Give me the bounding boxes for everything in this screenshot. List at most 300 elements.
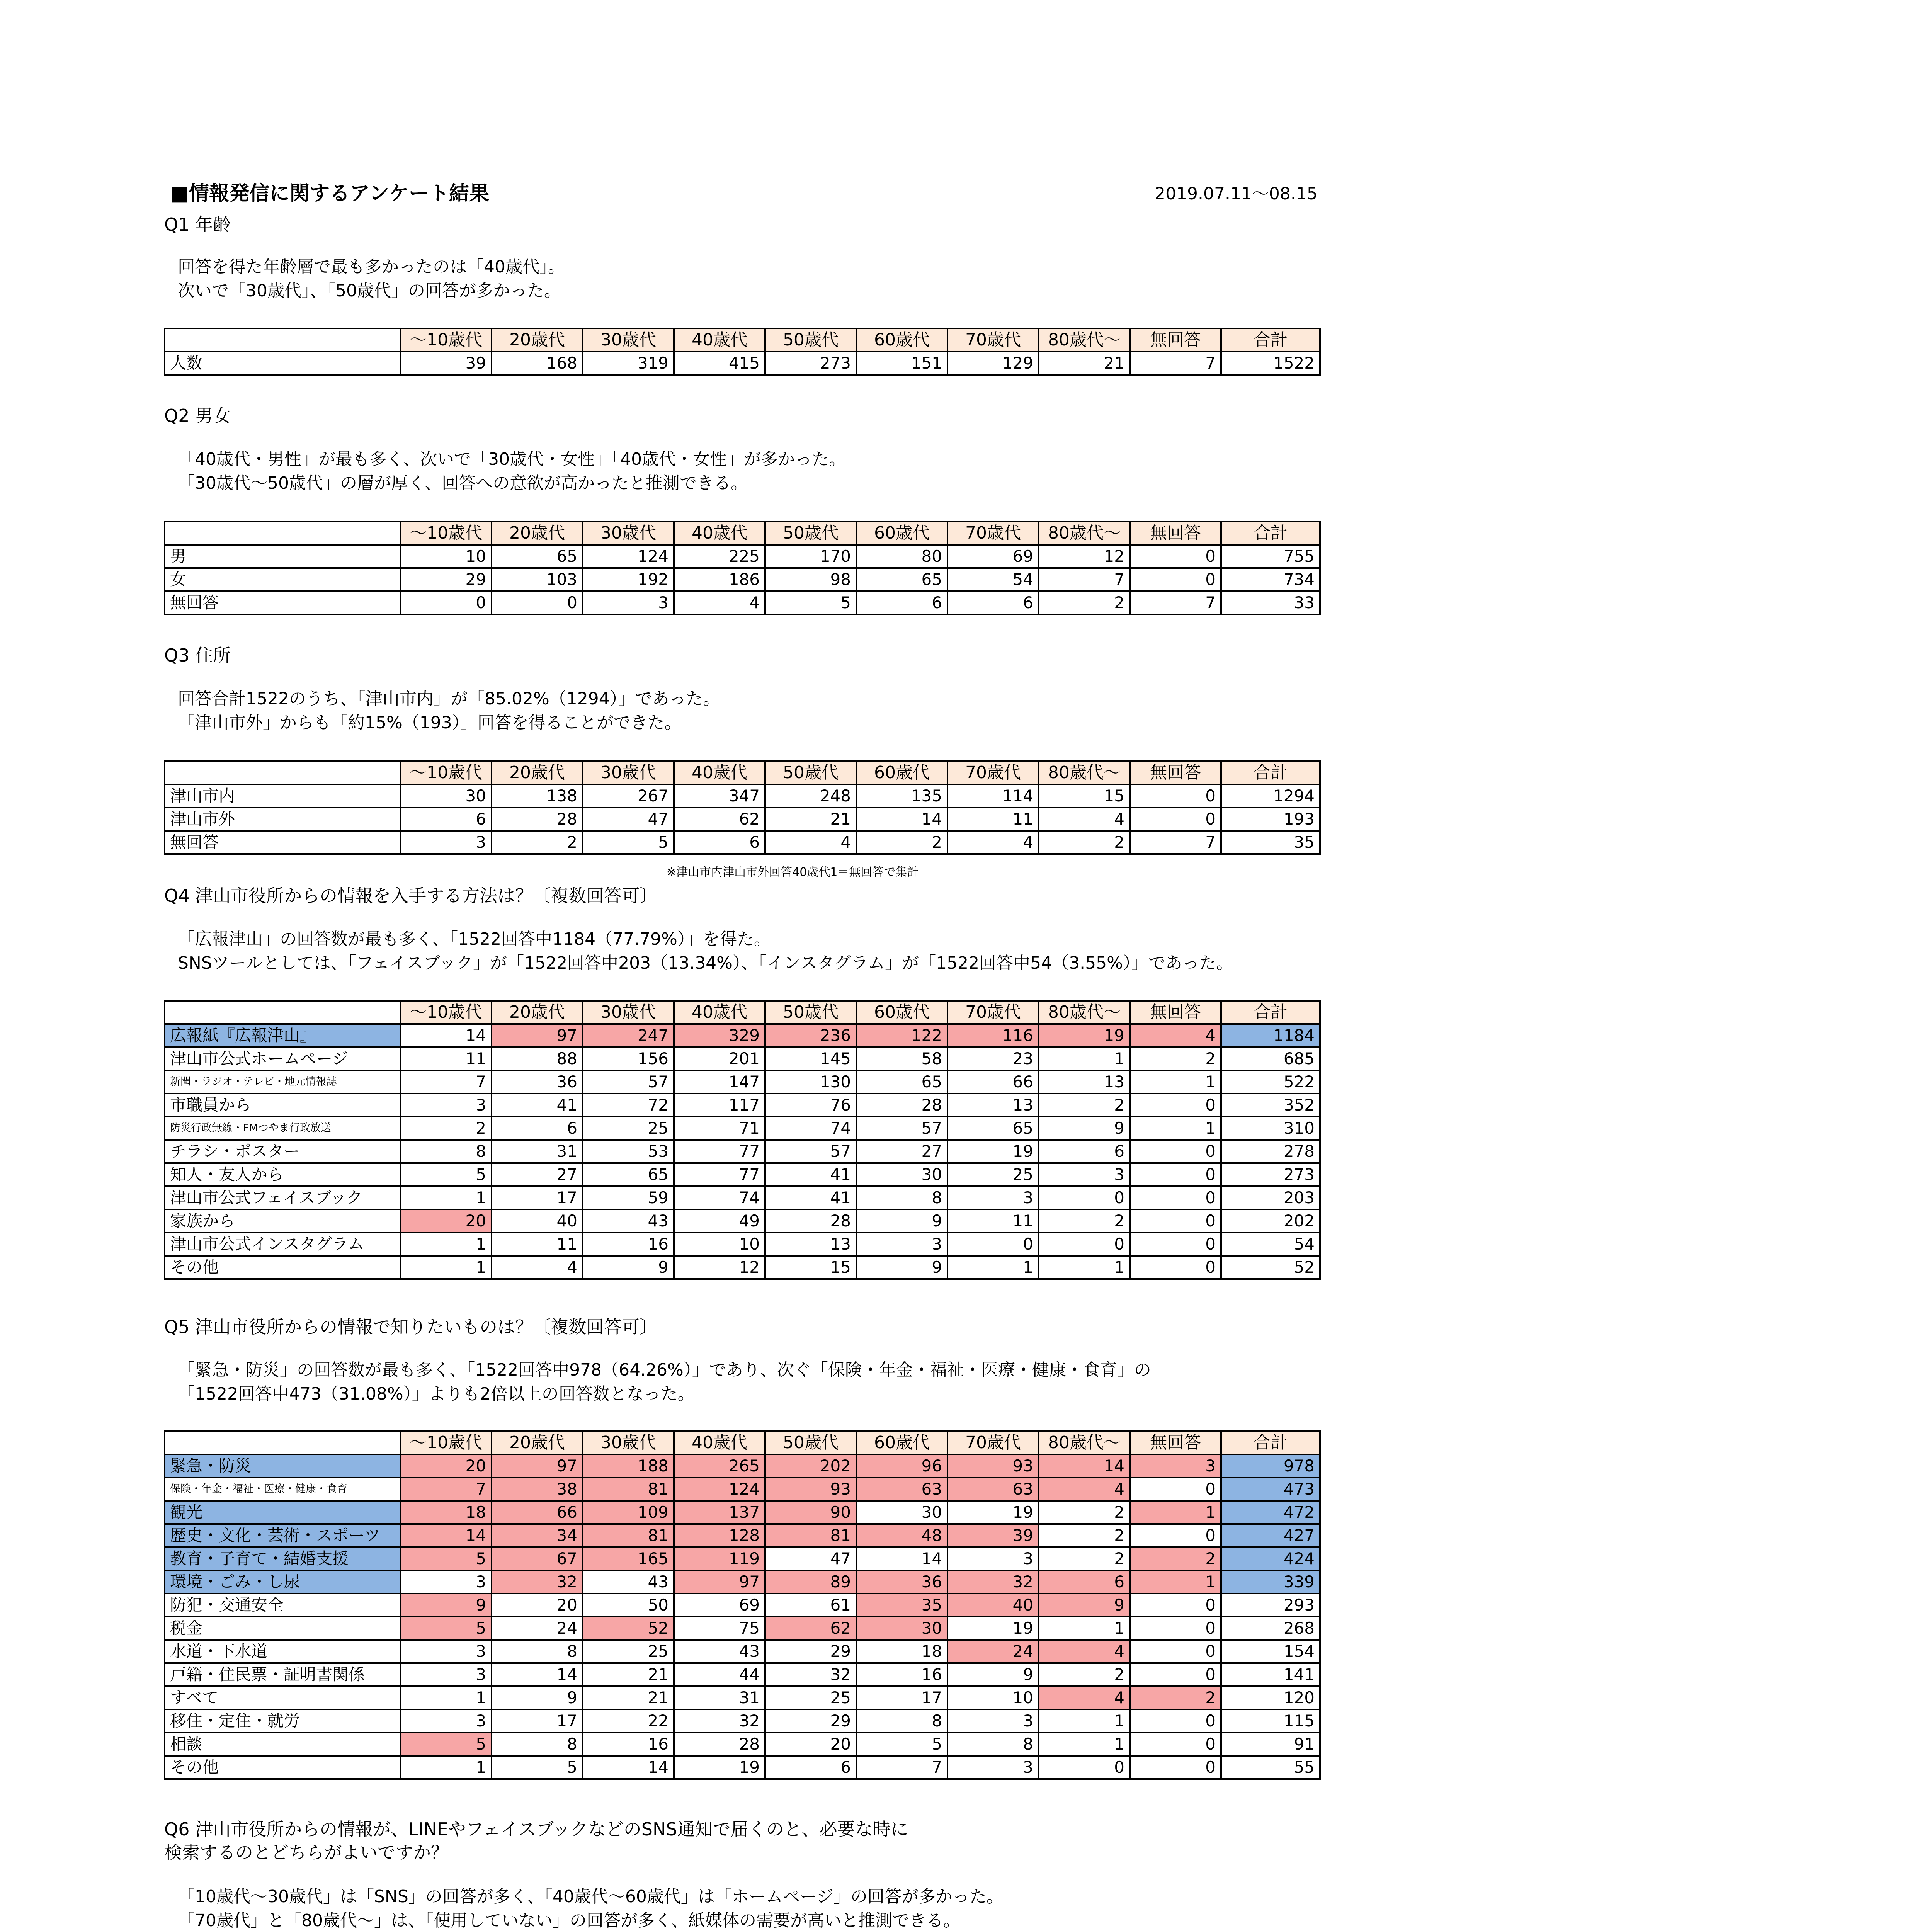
total-cell: 91 — [1221, 1733, 1320, 1756]
total-cell: 978 — [1221, 1454, 1320, 1478]
value-cell: 156 — [583, 1047, 674, 1070]
value-cell: 50 — [583, 1594, 674, 1617]
value-cell: 20 — [400, 1454, 492, 1478]
total-cell: 115 — [1221, 1709, 1320, 1733]
table-row — [165, 352, 1320, 375]
value-cell: 74 — [765, 1117, 856, 1140]
table-row — [165, 1070, 1320, 1094]
value-cell: 147 — [674, 1070, 765, 1094]
table-row — [165, 591, 1320, 614]
value-cell: 7 — [400, 1070, 492, 1094]
value-cell: 41 — [492, 1094, 583, 1117]
value-cell: 30 — [856, 1501, 947, 1524]
column-header: 無回答 — [1130, 328, 1221, 352]
q3-note-2: 「津山市外」からも「約15%（193）」回答を得ることができた。 — [178, 713, 682, 733]
value-cell: 19 — [947, 1140, 1039, 1163]
q2-note-2: 「30歳代～50歳代」の層が厚く、回答への意欲が高かったと推測できる。 — [178, 473, 748, 493]
value-cell: 89 — [765, 1570, 856, 1594]
q6-heading-2: 検索するのとどちらがよいですか？ — [164, 1842, 449, 1863]
q4-table — [164, 1000, 1321, 1280]
row-label: 戸籍・住民票・証明書関係 — [165, 1663, 400, 1686]
total-cell: 273 — [1221, 1163, 1320, 1186]
value-cell: 3 — [856, 1233, 947, 1256]
row-label: 新聞・ラジオ・テレビ・地元情報誌 — [165, 1070, 400, 1094]
q1-table — [164, 328, 1321, 376]
value-cell: 10 — [674, 1233, 765, 1256]
value-cell: 90 — [765, 1501, 856, 1524]
value-cell: 1 — [400, 1186, 492, 1209]
value-cell: 0 — [1039, 1756, 1130, 1779]
value-cell: 128 — [674, 1524, 765, 1547]
value-cell: 13 — [947, 1094, 1039, 1117]
value-cell: 36 — [856, 1570, 947, 1594]
value-cell: 11 — [400, 1047, 492, 1070]
value-cell: 71 — [674, 1117, 765, 1140]
value-cell: 8 — [400, 1140, 492, 1163]
row-label: 保険・年金・福祉・医療・健康・食育 — [165, 1478, 400, 1501]
value-cell: 48 — [856, 1524, 947, 1547]
value-cell: 3 — [400, 1094, 492, 1117]
value-cell: 97 — [674, 1570, 765, 1594]
value-cell: 2 — [856, 831, 947, 854]
value-cell: 0 — [492, 591, 583, 614]
value-cell: 11 — [947, 808, 1039, 831]
value-cell: 43 — [583, 1209, 674, 1233]
value-cell: 0 — [1130, 1163, 1221, 1186]
value-cell: 98 — [765, 568, 856, 591]
value-cell: 1 — [1130, 1070, 1221, 1094]
total-cell: 339 — [1221, 1570, 1320, 1594]
value-cell: 14 — [583, 1756, 674, 1779]
value-cell: 3 — [1039, 1163, 1130, 1186]
value-cell: 0 — [1130, 808, 1221, 831]
value-cell: 65 — [856, 1070, 947, 1094]
value-cell: 0 — [1130, 1594, 1221, 1617]
value-cell: 0 — [947, 1233, 1039, 1256]
row-label: 市職員から — [165, 1094, 400, 1117]
value-cell: 138 — [492, 784, 583, 808]
value-cell: 74 — [674, 1186, 765, 1209]
column-header: 40歳代 — [674, 522, 765, 545]
value-cell: 0 — [1130, 1256, 1221, 1279]
value-cell: 267 — [583, 784, 674, 808]
value-cell: 17 — [492, 1709, 583, 1733]
value-cell: 97 — [492, 1454, 583, 1478]
value-cell: 3 — [583, 591, 674, 614]
value-cell: 0 — [1130, 1709, 1221, 1733]
value-cell: 0 — [1039, 1186, 1130, 1209]
row-label: 女 — [165, 568, 400, 591]
value-cell: 43 — [674, 1640, 765, 1663]
value-cell: 32 — [492, 1570, 583, 1594]
value-cell: 201 — [674, 1047, 765, 1070]
column-header: 80歳代～ — [1039, 1431, 1130, 1454]
value-cell: 31 — [492, 1140, 583, 1163]
value-cell: 14 — [856, 808, 947, 831]
column-header: 30歳代 — [583, 522, 674, 545]
table-row — [165, 568, 1320, 591]
table-row — [165, 784, 1320, 808]
row-label: 観光 — [165, 1501, 400, 1524]
value-cell: 151 — [856, 352, 947, 375]
value-cell: 25 — [765, 1686, 856, 1709]
value-cell: 72 — [583, 1094, 674, 1117]
column-header: 30歳代 — [583, 761, 674, 784]
q1-heading: Q1 年齢 — [164, 214, 231, 235]
value-cell: 165 — [583, 1547, 674, 1570]
value-cell: 0 — [1130, 1209, 1221, 1233]
value-cell: 21 — [583, 1686, 674, 1709]
q3-table — [164, 760, 1321, 855]
value-cell: 9 — [856, 1256, 947, 1279]
value-cell: 65 — [856, 568, 947, 591]
q3-heading: Q3 住所 — [164, 645, 231, 666]
total-cell: 685 — [1221, 1047, 1320, 1070]
value-cell: 7 — [1039, 568, 1130, 591]
value-cell: 1 — [400, 1756, 492, 1779]
value-cell: 35 — [856, 1594, 947, 1617]
value-cell: 22 — [583, 1709, 674, 1733]
value-cell: 47 — [765, 1547, 856, 1570]
q5-note-1: 「緊急・防災」の回答数が最も多く、「1522回答中978（64.26%）」であり、次ぐ「保険・年金・福祉・医療・健康・食育」の — [178, 1360, 1151, 1380]
q6-note-1: 「10歳代～30歳代」は「SNS」の回答が多く、「40歳代～60歳代」は「ホームページ」の回答が多かった。 — [178, 1887, 1004, 1906]
value-cell: 5 — [492, 1756, 583, 1779]
value-cell: 20 — [492, 1594, 583, 1617]
table-row — [165, 545, 1320, 568]
total-cell: 141 — [1221, 1663, 1320, 1686]
column-header: 60歳代 — [856, 1431, 947, 1454]
value-cell: 24 — [947, 1640, 1039, 1663]
value-cell: 0 — [1130, 1640, 1221, 1663]
value-cell: 188 — [583, 1454, 674, 1478]
value-cell: 7 — [400, 1478, 492, 1501]
value-cell: 2 — [400, 1117, 492, 1140]
value-cell: 103 — [492, 568, 583, 591]
q5-note-2: 「1522回答中473（31.08%）」よりも2倍以上の回答数となった。 — [178, 1384, 695, 1404]
value-cell: 16 — [856, 1663, 947, 1686]
row-label: 男 — [165, 545, 400, 568]
value-cell: 10 — [400, 545, 492, 568]
value-cell: 5 — [583, 831, 674, 854]
q5-heading: Q5 津山市役所からの情報で知りたいものは？〔複数回答可〕 — [164, 1316, 658, 1337]
value-cell: 192 — [583, 568, 674, 591]
value-cell: 20 — [400, 1209, 492, 1233]
row-label: 津山市公式ホームページ — [165, 1047, 400, 1070]
column-header: 50歳代 — [765, 1431, 856, 1454]
value-cell: 273 — [765, 352, 856, 375]
value-cell: 7 — [1130, 831, 1221, 854]
column-header: ～10歳代 — [400, 1001, 492, 1024]
value-cell: 69 — [674, 1594, 765, 1617]
value-cell: 93 — [947, 1454, 1039, 1478]
row-label: 歴史・文化・芸術・スポーツ — [165, 1524, 400, 1547]
value-cell: 17 — [856, 1686, 947, 1709]
table-header-row — [165, 1431, 1320, 1454]
column-header: 20歳代 — [492, 761, 583, 784]
value-cell: 9 — [492, 1686, 583, 1709]
value-cell: 66 — [947, 1070, 1039, 1094]
table-header-row — [165, 761, 1320, 784]
total-cell: 193 — [1221, 808, 1320, 831]
value-cell: 2 — [1039, 1501, 1130, 1524]
value-cell: 3 — [400, 1570, 492, 1594]
column-header: 20歳代 — [492, 522, 583, 545]
value-cell: 124 — [583, 545, 674, 568]
value-cell: 14 — [400, 1524, 492, 1547]
value-cell: 0 — [1130, 1094, 1221, 1117]
value-cell: 4 — [1039, 808, 1130, 831]
table-row — [165, 1256, 1320, 1279]
value-cell: 21 — [1039, 352, 1130, 375]
value-cell: 34 — [492, 1524, 583, 1547]
column-header: ～10歳代 — [400, 522, 492, 545]
value-cell: 12 — [1039, 545, 1130, 568]
column-header: ～10歳代 — [400, 1431, 492, 1454]
value-cell: 1 — [1130, 1501, 1221, 1524]
total-cell: 310 — [1221, 1117, 1320, 1140]
column-header: 40歳代 — [674, 1001, 765, 1024]
column-header: 30歳代 — [583, 328, 674, 352]
value-cell: 47 — [583, 808, 674, 831]
q6-note-2: 「70歳代」と「80歳代～」は、「使用していない」の回答が多く、紙媒体の需要が高いと推測できる。 — [178, 1911, 961, 1930]
value-cell: 4 — [1130, 1024, 1221, 1047]
total-cell: 52 — [1221, 1256, 1320, 1279]
value-cell: 347 — [674, 784, 765, 808]
value-cell: 119 — [674, 1547, 765, 1570]
value-cell: 65 — [583, 1163, 674, 1186]
value-cell: 2 — [1039, 831, 1130, 854]
value-cell: 19 — [947, 1501, 1039, 1524]
value-cell: 8 — [856, 1709, 947, 1733]
value-cell: 4 — [947, 831, 1039, 854]
q1-note-1: 回答を得た年齢層で最も多かったのは「40歳代」。 — [178, 257, 565, 277]
value-cell: 10 — [947, 1686, 1039, 1709]
column-header: 80歳代～ — [1039, 328, 1130, 352]
column-header: 合計 — [1221, 1001, 1320, 1024]
value-cell: 3 — [947, 1186, 1039, 1209]
table-row — [165, 1617, 1320, 1640]
value-cell: 2 — [1039, 591, 1130, 614]
header-blank-cell — [165, 328, 400, 352]
value-cell: 4 — [1039, 1478, 1130, 1501]
value-cell: 30 — [856, 1617, 947, 1640]
value-cell: 32 — [947, 1570, 1039, 1594]
value-cell: 28 — [674, 1733, 765, 1756]
value-cell: 53 — [583, 1140, 674, 1163]
value-cell: 5 — [856, 1733, 947, 1756]
value-cell: 8 — [856, 1186, 947, 1209]
column-header: 40歳代 — [674, 328, 765, 352]
value-cell: 2 — [1039, 1524, 1130, 1547]
column-header: 30歳代 — [583, 1001, 674, 1024]
row-label: 移住・定住・就労 — [165, 1709, 400, 1733]
value-cell: 16 — [583, 1733, 674, 1756]
column-header: 50歳代 — [765, 522, 856, 545]
row-label: 防犯・交通安全 — [165, 1594, 400, 1617]
value-cell: 41 — [765, 1163, 856, 1186]
row-label: 環境・ごみ・し尿 — [165, 1570, 400, 1594]
total-cell: 1294 — [1221, 784, 1320, 808]
value-cell: 54 — [947, 568, 1039, 591]
row-label: その他 — [165, 1756, 400, 1779]
column-header: 70歳代 — [947, 328, 1039, 352]
value-cell: 0 — [1130, 1233, 1221, 1256]
q2-table — [164, 521, 1321, 615]
value-cell: 7 — [1130, 352, 1221, 375]
value-cell: 59 — [583, 1186, 674, 1209]
value-cell: 2 — [1039, 1209, 1130, 1233]
value-cell: 14 — [492, 1663, 583, 1686]
value-cell: 32 — [674, 1709, 765, 1733]
value-cell: 23 — [947, 1047, 1039, 1070]
table-row — [165, 1047, 1320, 1070]
row-label: 広報紙『広報津山』 — [165, 1024, 400, 1047]
value-cell: 75 — [674, 1617, 765, 1640]
value-cell: 28 — [856, 1094, 947, 1117]
value-cell: 81 — [583, 1478, 674, 1501]
value-cell: 2 — [1039, 1094, 1130, 1117]
total-cell: 202 — [1221, 1209, 1320, 1233]
value-cell: 3 — [400, 1640, 492, 1663]
value-cell: 1 — [1039, 1047, 1130, 1070]
value-cell: 1 — [947, 1256, 1039, 1279]
value-cell: 9 — [1039, 1594, 1130, 1617]
value-cell: 225 — [674, 545, 765, 568]
total-cell: 35 — [1221, 831, 1320, 854]
column-header: 無回答 — [1130, 1001, 1221, 1024]
value-cell: 2 — [1130, 1686, 1221, 1709]
value-cell: 97 — [492, 1024, 583, 1047]
row-label: 津山市公式フェイスブック — [165, 1186, 400, 1209]
total-cell: 33 — [1221, 591, 1320, 614]
value-cell: 1 — [400, 1256, 492, 1279]
value-cell: 130 — [765, 1070, 856, 1094]
table-row — [165, 1140, 1320, 1163]
value-cell: 36 — [492, 1070, 583, 1094]
column-header: 無回答 — [1130, 761, 1221, 784]
column-header: ～10歳代 — [400, 761, 492, 784]
value-cell: 0 — [1130, 1524, 1221, 1547]
value-cell: 265 — [674, 1454, 765, 1478]
value-cell: 0 — [1130, 1478, 1221, 1501]
value-cell: 44 — [674, 1663, 765, 1686]
row-label: 税金 — [165, 1617, 400, 1640]
total-cell: 55 — [1221, 1756, 1320, 1779]
value-cell: 13 — [1039, 1070, 1130, 1094]
value-cell: 16 — [583, 1233, 674, 1256]
value-cell: 14 — [856, 1547, 947, 1570]
value-cell: 62 — [674, 808, 765, 831]
value-cell: 319 — [583, 352, 674, 375]
value-cell: 9 — [856, 1209, 947, 1233]
table-header-row — [165, 522, 1320, 545]
value-cell: 1 — [1130, 1570, 1221, 1594]
table-row — [165, 1524, 1320, 1547]
total-cell: 472 — [1221, 1501, 1320, 1524]
value-cell: 1 — [400, 1686, 492, 1709]
total-cell: 424 — [1221, 1547, 1320, 1570]
value-cell: 67 — [492, 1547, 583, 1570]
value-cell: 81 — [765, 1524, 856, 1547]
column-header: 60歳代 — [856, 328, 947, 352]
value-cell: 7 — [856, 1756, 947, 1779]
total-cell: 268 — [1221, 1617, 1320, 1640]
value-cell: 145 — [765, 1047, 856, 1070]
value-cell: 65 — [492, 545, 583, 568]
table-row — [165, 1024, 1320, 1047]
total-cell: 522 — [1221, 1070, 1320, 1094]
value-cell: 11 — [492, 1233, 583, 1256]
value-cell: 6 — [674, 831, 765, 854]
value-cell: 20 — [765, 1733, 856, 1756]
q3-note-1: 回答合計1522のうち、「津山市内」が「85.02%（1294）」であった。 — [178, 689, 720, 709]
value-cell: 114 — [947, 784, 1039, 808]
table-row — [165, 1686, 1320, 1709]
value-cell: 3 — [947, 1709, 1039, 1733]
column-header: 20歳代 — [492, 1431, 583, 1454]
q4-note-2: SNSツールとしては、「フェイスブック」が「1522回答中203（13.34%）、「インスタグラム」が「1522回答中54（3.55%）」であった。 — [178, 953, 1233, 973]
value-cell: 5 — [765, 591, 856, 614]
value-cell: 9 — [583, 1256, 674, 1279]
table-row — [165, 1547, 1320, 1570]
value-cell: 0 — [1130, 1663, 1221, 1686]
q2-heading: Q2 男女 — [164, 405, 231, 426]
value-cell: 28 — [765, 1209, 856, 1233]
value-cell: 6 — [765, 1756, 856, 1779]
value-cell: 5 — [400, 1617, 492, 1640]
value-cell: 0 — [1130, 784, 1221, 808]
value-cell: 96 — [856, 1454, 947, 1478]
value-cell: 40 — [947, 1594, 1039, 1617]
value-cell: 80 — [856, 545, 947, 568]
value-cell: 8 — [947, 1733, 1039, 1756]
table-row — [165, 1663, 1320, 1686]
value-cell: 0 — [1039, 1233, 1130, 1256]
column-header: 70歳代 — [947, 761, 1039, 784]
value-cell: 109 — [583, 1501, 674, 1524]
header-blank-cell — [165, 522, 400, 545]
q2-note-1: 「40歳代・男性」が最も多く、次いで「30歳代・女性」「40歳代・女性」が多かった。 — [178, 449, 846, 469]
column-header: 70歳代 — [947, 1001, 1039, 1024]
value-cell: 18 — [400, 1501, 492, 1524]
value-cell: 49 — [674, 1209, 765, 1233]
value-cell: 137 — [674, 1501, 765, 1524]
value-cell: 24 — [492, 1617, 583, 1640]
value-cell: 129 — [947, 352, 1039, 375]
value-cell: 248 — [765, 784, 856, 808]
value-cell: 13 — [765, 1233, 856, 1256]
value-cell: 2 — [492, 831, 583, 854]
value-cell: 9 — [947, 1663, 1039, 1686]
row-label: 家族から — [165, 1209, 400, 1233]
value-cell: 4 — [492, 1256, 583, 1279]
table-row — [165, 1186, 1320, 1209]
value-cell: 21 — [765, 808, 856, 831]
total-cell: 293 — [1221, 1594, 1320, 1617]
total-cell: 54 — [1221, 1233, 1320, 1256]
value-cell: 2 — [1039, 1547, 1130, 1570]
value-cell: 3 — [400, 1709, 492, 1733]
table-row — [165, 1233, 1320, 1256]
table-row — [165, 1163, 1320, 1186]
value-cell: 57 — [583, 1070, 674, 1094]
value-cell: 6 — [947, 591, 1039, 614]
row-label: 知人・友人から — [165, 1163, 400, 1186]
value-cell: 4 — [1039, 1686, 1130, 1709]
total-cell: 1184 — [1221, 1024, 1320, 1047]
table-row — [165, 1117, 1320, 1140]
value-cell: 6 — [400, 808, 492, 831]
